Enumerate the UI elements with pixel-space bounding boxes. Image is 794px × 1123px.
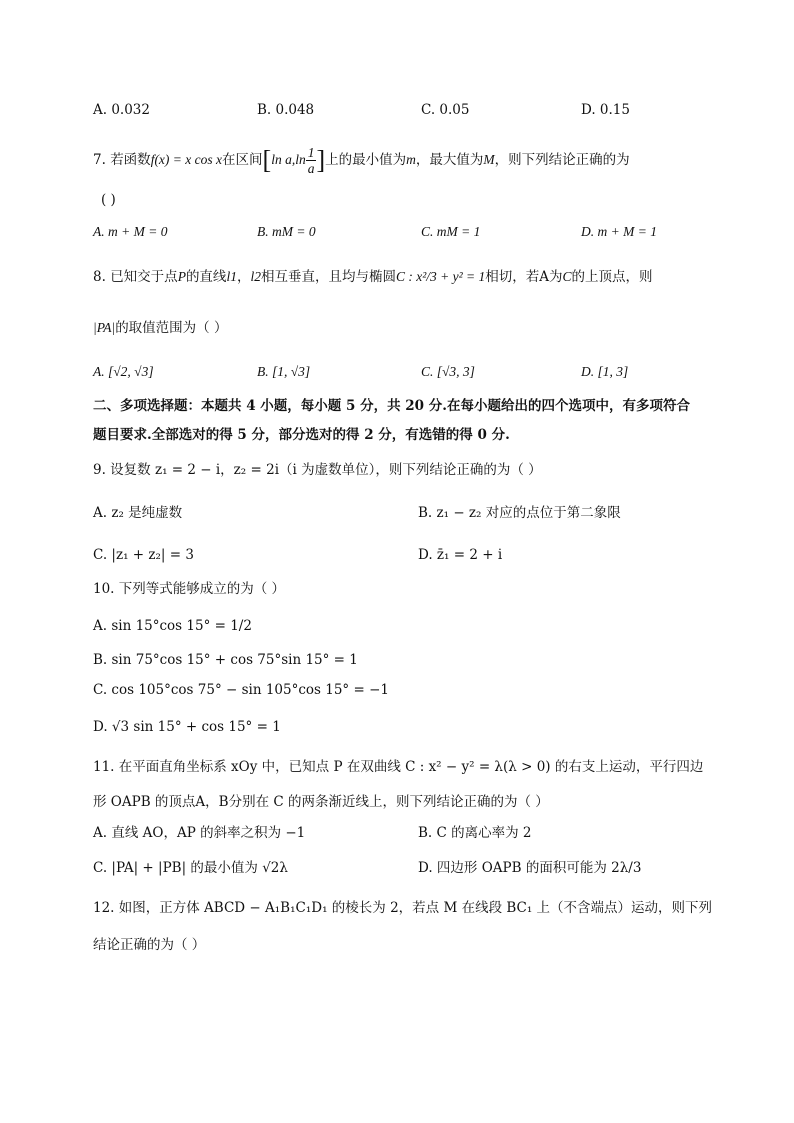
- q10-option-d: D. √3 sin 15° + cos 15° = 1: [93, 719, 281, 735]
- q6-option-d: D. 0.15: [581, 102, 630, 118]
- q7-option-b: B. mM = 0: [257, 224, 316, 239]
- q10-option-b: B. sin 75°cos 15° + cos 75°sin 15° = 1: [93, 652, 358, 668]
- q8-option-d: D. [1, 3]: [581, 364, 629, 379]
- q8-option-c: C. [√3, 3]: [421, 364, 475, 379]
- q7-option-c: C. mM = 1: [421, 224, 481, 239]
- q8-option-a: A. [√2, √3]: [93, 364, 154, 379]
- q11-option-d: D. 四边形 OAPB 的面积可能为 2λ/3: [418, 860, 642, 876]
- q11-option-a: A. 直线 AO，AP 的斜率之积为 −1: [93, 825, 306, 841]
- question-7-paren: ( ): [101, 192, 116, 208]
- q7-option-d: D. m + M = 1: [581, 224, 657, 239]
- question-10-stem: 10. 下列等式能够成立的为（ ）: [93, 581, 286, 597]
- q8-option-b: B. [1, √3]: [257, 364, 311, 379]
- q9-option-d: D. z̄₁ = 2 + i: [418, 547, 503, 563]
- q6-option-a: A. 0.032: [93, 102, 150, 118]
- question-8-line2: |PA|的取值范围为（ ）: [93, 320, 228, 336]
- q11-option-b: B. C 的离心率为 2: [418, 825, 532, 841]
- q7-option-a: A. m + M = 0: [93, 224, 168, 239]
- section-2-heading-line1: 二、多项选择题：本题共 4 小题，每小题 5 分，共 20 分.在每小题给出的四个选项中，有多项符合: [93, 398, 690, 414]
- question-9-stem: 9. 设复数 z₁ = 2 − i，z₂ = 2i（i 为虚数单位），则下列结论正确的为（ ）: [93, 462, 542, 478]
- q9-option-a: A. z₂ 是纯虚数: [93, 505, 183, 521]
- q6-option-c: C. 0.05: [421, 102, 470, 118]
- q10-option-a: A. sin 15°cos 15° = 1/2: [93, 618, 252, 634]
- q6-option-b: B. 0.048: [257, 102, 315, 118]
- q9-option-c: C. |z₁ + z₂| = 3: [93, 547, 194, 563]
- q10-option-c: C. cos 105°cos 75° − sin 105°cos 15° = −1: [93, 682, 389, 698]
- question-7-stem: 7. 若函数f(x) = x cos x在区间[ln a,ln $\frac{1}{a}$ ]上的最小值为m，最大值为M，则下列结论正确的为: [93, 145, 630, 176]
- question-12-line1: 12. 如图，正方体 ABCD − A₁B₁C₁D₁ 的棱长为 2，若点 M 在线段 BC₁ 上（不含端点）运动，则下列: [93, 900, 713, 916]
- question-11-line1: 11. 在平面直角坐标系 xOy 中，已知点 P 在双曲线 C : x² − y² = λ(λ > 0) 的右支上运动，平行四边: [93, 759, 704, 775]
- q11-option-c: C. |PA| + |PB| 的最小值为 √2λ: [93, 860, 288, 876]
- section-2-heading-line2: 题目要求.全部选对的得 5 分，部分选对的得 2 分，有选错的得 0 分.: [93, 427, 510, 443]
- question-8-stem: 8. 已知交于点P的直线l1，l2相互垂直，且均与椭圆C : x²/3 + y² = 1相切，若A为C的上顶点，则: [93, 269, 653, 285]
- question-11-line2: 形 OAPB 的顶点A，B分别在 C 的两条渐近线上，则下列结论正确的为（ ）: [93, 794, 549, 810]
- question-12-line2: 结论正确的为（ ）: [93, 937, 206, 953]
- q9-option-b: B. z₁ − z₂ 对应的点位于第二象限: [418, 505, 621, 521]
